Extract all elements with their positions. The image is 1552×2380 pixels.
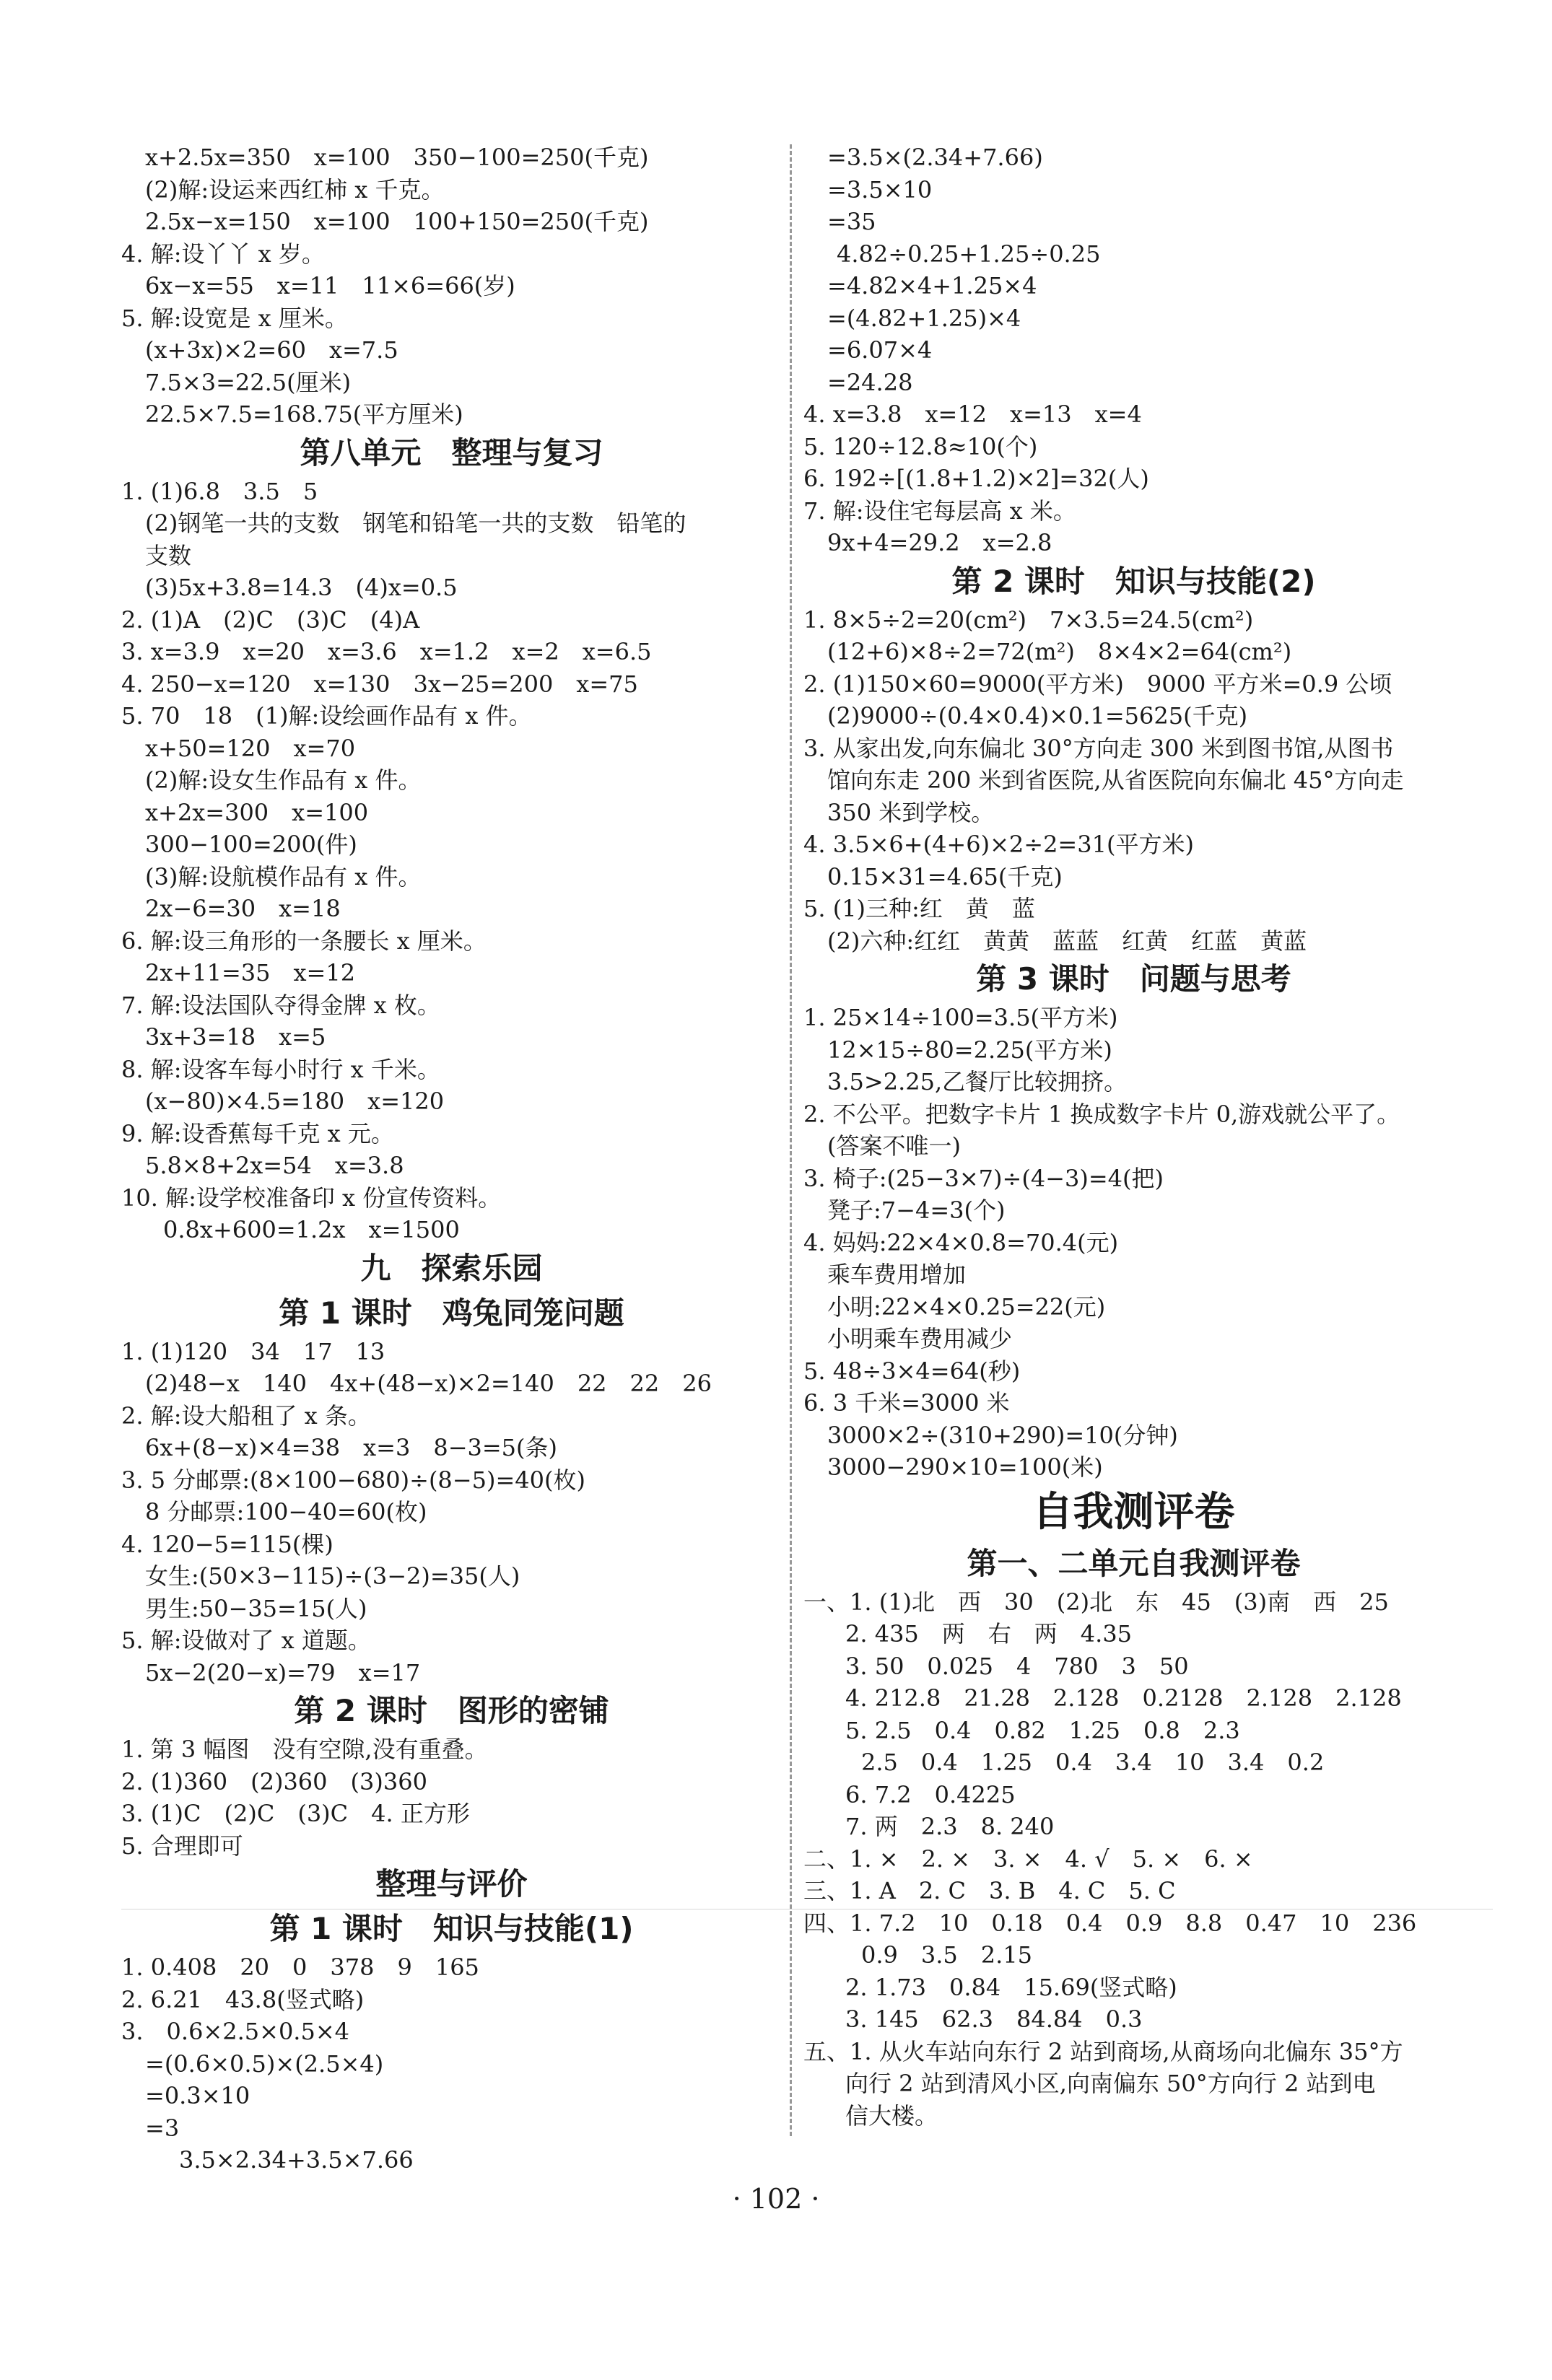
answer-line: x+2x=300 x=100	[145, 798, 369, 826]
section-heading: 自我测评卷	[1032, 1488, 1235, 1536]
answer-line: 9x+4=29.2 x=2.8	[827, 529, 1052, 556]
answer-line: 5x−2(20−x)=79 x=17	[145, 1658, 421, 1686]
answer-line: x+50=120 x=70	[145, 734, 356, 762]
answer-line: 22.5×7.5=168.75(平方厘米)	[145, 401, 463, 428]
answer-line: 乘车费用增加	[827, 1261, 967, 1288]
answer-line: 3. 0.6×2.5×0.5×4	[121, 2018, 350, 2045]
answer-line: x+2.5x=350 x=100 350−100=250(千克)	[145, 144, 649, 171]
answer-line: =6.07×4	[827, 336, 933, 364]
answer-line: 5. 2.5 0.4 0.82 1.25 0.8 2.3	[845, 1716, 1240, 1744]
answer-line: 6x+(8−x)×4=38 x=3 8−3=5(条)	[145, 1434, 558, 1461]
answer-line: 2. 1.73 0.84 15.69(竖式略)	[845, 1973, 1177, 2001]
answer-line: 10. 解:设学校准备印 x 份宣传资料。	[121, 1184, 502, 1212]
answer-line: 2.5 0.4 1.25 0.4 3.4 10 3.4 0.2	[861, 1749, 1325, 1776]
answer-line: =0.3×10	[145, 2082, 250, 2109]
answer-line: 2.5x−x=150 x=100 100+150=250(千克)	[145, 208, 649, 235]
answer-line: 3. 5 分邮票:(8×100−680)÷(8−5)=40(枚)	[121, 1466, 585, 1494]
answer-line: 1. (1)6.8 3.5 5	[121, 477, 318, 505]
answer-line: 2. (1)150×60=9000(平方米) 9000 平方米=0.9 公顷	[803, 670, 1392, 698]
answer-line: 3. 椅子:(25−3×7)÷(4−3)=4(把)	[803, 1164, 1164, 1192]
answer-line: 3000−290×10=100(米)	[827, 1453, 1103, 1481]
answer-line: 0.15×31=4.65(千克)	[827, 862, 1063, 891]
answer-line: 四、1. 7.2 10 0.18 0.4 0.9 8.8 0.47 10 236	[803, 1909, 1417, 1937]
section-heading: 第八单元 整理与复习	[300, 434, 603, 471]
answer-line: 3. (1)C (2)C (3)C 4. 正方形	[121, 1800, 470, 1827]
answer-line: =(0.6×0.5)×(2.5×4)	[145, 2049, 384, 2078]
answer-line: 小明:22×4×0.25=22(元)	[827, 1292, 1106, 1321]
answer-line: 2. (1)360 (2)360 (3)360	[121, 1767, 427, 1795]
section-heading: 第 2 课时 图形的密铺	[294, 1693, 609, 1728]
answer-line: 5. 120÷12.8≈10(个)	[803, 432, 1038, 460]
answer-line: =35	[827, 208, 876, 235]
right-column	[803, 141, 1464, 2132]
answer-line: 1. 25×14÷100=3.5(平方米)	[803, 1004, 1118, 1031]
answer-line: (3)解:设航模作品有 x 件。	[145, 862, 422, 891]
answer-line: 6. 7.2 0.4225	[845, 1780, 1016, 1808]
answer-line: (12+6)×8÷2=72(m²) 8×4×2=64(cm²)	[827, 638, 1292, 665]
answer-line: 3. x=3.9 x=20 x=3.6 x=1.2 x=2 x=6.5	[121, 638, 652, 665]
answer-line: 5.8×8+2x=54 x=3.8	[145, 1152, 404, 1179]
answer-line: (2)9000÷(0.4×0.4)×0.1=5625(千克)	[827, 702, 1248, 730]
left-column	[121, 141, 782, 2176]
answer-line: 2. 不公平。把数字卡片 1 换成数字卡片 0,游戏就公平了。	[803, 1100, 1400, 1128]
answer-line: 7. 解:设法国队夺得金牌 x 枚。	[121, 991, 440, 1019]
answer-line: 350 米到学校。	[827, 798, 995, 826]
answer-line: 二、1. × 2. × 3. × 4. √ 5. × 6. ×	[803, 1845, 1253, 1873]
answer-line: 5. 解:设宽是 x 厘米。	[121, 304, 348, 332]
answer-line: 1. (1)120 34 17 13	[121, 1337, 385, 1365]
answer-line: (x−80)×4.5=180 x=120	[145, 1088, 445, 1115]
section-heading: 第 2 课时 知识与技能(2)	[951, 563, 1316, 599]
answer-line: 1. 第 3 幅图 没有空隙,没有重叠。	[121, 1736, 488, 1763]
answer-line: 7.5×3=22.5(厘米)	[145, 368, 352, 396]
answer-line: 五、1. 从火车站向东行 2 站到商场,从商场向北偏东 35°方	[803, 2037, 1403, 2065]
answer-line: 支数	[145, 541, 192, 569]
answer-line: =3.5×10	[827, 175, 933, 204]
answer-line: (答案不唯一)	[827, 1132, 961, 1160]
answer-line: 12×15÷80=2.25(平方米)	[827, 1036, 1112, 1064]
answer-line: 1. 8×5÷2=20(cm²) 7×3.5=24.5(cm²)	[803, 605, 1254, 634]
answer-line: 3. 145 62.3 84.84 0.3	[845, 2005, 1143, 2033]
answer-line: 3x+3=18 x=5	[145, 1023, 326, 1051]
answer-line: 5. 48÷3×4=64(秒)	[803, 1357, 1021, 1385]
answer-line: 信大楼。	[845, 2101, 938, 2130]
answer-line: 4. 解:设丫丫 x 岁。	[121, 240, 325, 268]
answer-line: =3.5×(2.34+7.66)	[827, 144, 1043, 171]
answer-line: 6. 解:设三角形的一条腰长 x 厘米。	[121, 927, 487, 955]
answer-line: 6. 3 千米=3000 米	[803, 1389, 1010, 1417]
answer-line: (2)六种:红红 黄黄 蓝蓝 红黄 红蓝 黄蓝	[827, 927, 1307, 955]
answer-line: 3.5>2.25,乙餐厅比较拥挤。	[827, 1068, 1128, 1095]
answer-line: 2. 解:设大船租了 x 条。	[121, 1401, 371, 1430]
answer-line: 4. x=3.8 x=12 x=13 x=4	[803, 401, 1142, 428]
answer-line: 5. 合理即可	[121, 1832, 243, 1860]
section-heading: 九 探索乐园	[360, 1250, 543, 1286]
answer-line: 2. 435 两 右 两 4.35	[845, 1620, 1133, 1648]
section-heading: 第 1 课时 鸡兔同笼问题	[279, 1295, 624, 1331]
answer-line: 馆向东走 200 米到省医院,从省医院向东偏北 45°方向走	[827, 766, 1404, 794]
answer-line: (2)解:设女生作品有 x 件。	[145, 766, 422, 794]
answer-line: 4. 120−5=115(棵)	[121, 1530, 333, 1558]
answer-line: 4.82÷0.25+1.25÷0.25	[837, 240, 1101, 268]
answer-line: 9. 解:设香蕉每千克 x 元。	[121, 1119, 394, 1147]
section-heading: 第 3 课时 问题与思考	[976, 961, 1291, 997]
answer-line: 3000×2÷(310+290)=10(分钟)	[827, 1421, 1178, 1449]
answer-line: 2x−6=30 x=18	[145, 895, 341, 922]
page-number: · 102 ·	[732, 2183, 820, 2215]
answer-line: 300−100=200(件)	[145, 831, 357, 858]
answer-line: 女生:(50×3−115)÷(3−2)=35(人)	[145, 1562, 520, 1590]
answer-line: 6. 192÷[(1.8+1.2)×2]=32(人)	[803, 465, 1149, 492]
answer-line: =24.28	[827, 368, 913, 396]
answer-line: 0.9 3.5 2.15	[861, 1941, 1033, 1969]
answer-line: 5. (1)三种:红 黄 蓝	[803, 895, 1035, 922]
answer-line: 1. 0.408 20 0 378 9 165	[121, 1954, 479, 1981]
answer-line: 凳子:7−4=3(个)	[827, 1196, 1006, 1224]
answer-line: 5. 70 18 (1)解:设绘画作品有 x 件。	[121, 702, 532, 730]
answer-line: (2)48−x 140 4x+(48−x)×2=140 22 22 26	[145, 1370, 712, 1397]
answer-line: 小明乘车费用减少	[827, 1325, 1013, 1352]
answer-line: 2. 6.21 43.8(竖式略)	[121, 1985, 365, 2013]
answer-line: 4. 3.5×6+(4+6)×2÷2=31(平方米)	[803, 831, 1194, 858]
answer-line: 8. 解:设客车每小时行 x 千米。	[121, 1055, 440, 1083]
answer-line: (3)5x+3.8=14.3 (4)x=0.5	[145, 574, 458, 601]
answer-line: 3. 从家出发,向东偏北 30°方向走 300 米到图书馆,从图书	[803, 734, 1394, 762]
answer-line: 4. 250−x=120 x=130 3x−25=200 x=75	[121, 670, 638, 698]
answer-line: 三、1. A 2. C 3. B 4. C 5. C	[803, 1877, 1176, 1904]
answer-line: =4.82×4+1.25×4	[827, 272, 1037, 299]
answer-line: 5. 解:设做对了 x 道题。	[121, 1627, 371, 1654]
answer-line: 8 分邮票:100−40=60(枚)	[145, 1498, 427, 1526]
answer-line: 一、1. (1)北 西 30 (2)北 东 45 (3)南 西 25	[803, 1588, 1389, 1616]
answer-line: 7. 两 2.3 8. 240	[845, 1813, 1055, 1840]
answer-line: 3.5×2.34+3.5×7.66	[179, 2146, 414, 2174]
answer-line: 2. (1)A (2)C (3)C (4)A	[121, 605, 420, 634]
answer-line: (2)解:设运来西红柿 x 千克。	[145, 175, 445, 204]
answer-line: 向行 2 站到清风小区,向南偏东 50°方向行 2 站到电	[845, 2070, 1376, 2097]
answer-line: 4. 212.8 21.28 2.128 0.2128 2.128 2.128	[845, 1684, 1402, 1712]
section-heading: 第一、二单元自我测评卷	[967, 1545, 1301, 1581]
answer-line: 男生:50−35=15(人)	[145, 1594, 367, 1622]
answer-line: =3	[145, 2114, 180, 2142]
answer-line: 2x+11=35 x=12	[145, 959, 356, 986]
answer-line: 4. 妈妈:22×4×0.8=70.4(元)	[803, 1228, 1119, 1256]
answer-line: 3. 50 0.025 4 780 3 50	[845, 1652, 1189, 1680]
answer-line: 7. 解:设住宅每层高 x 米。	[803, 496, 1076, 525]
answer-line: (2)钢笔一共的支数 钢笔和铅笔一共的支数 铅笔的	[145, 509, 686, 537]
column-divider	[790, 144, 792, 2136]
answer-line: (x+3x)×2=60 x=7.5	[145, 336, 398, 364]
answer-line: =(4.82+1.25)×4	[827, 304, 1021, 332]
section-heading: 第 1 课时 知识与技能(1)	[269, 1911, 634, 1946]
section-heading: 整理与评价	[375, 1866, 528, 1902]
answer-line: 0.8x+600=1.2x x=1500	[163, 1216, 460, 1243]
answer-line: 6x−x=55 x=11 11×6=66(岁)	[145, 272, 515, 299]
